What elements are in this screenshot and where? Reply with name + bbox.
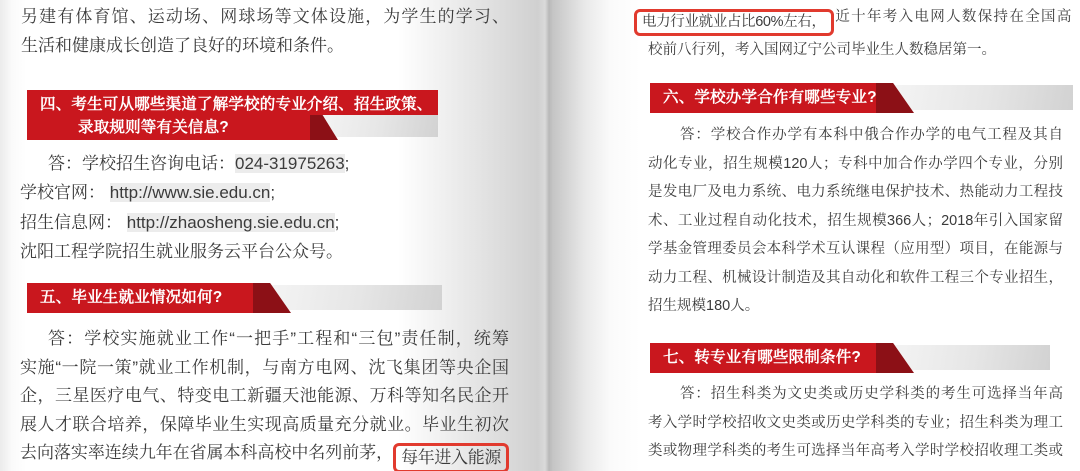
text-line-with-highlight (20, 439, 509, 471)
q5-continued-paragraph (634, 3, 1071, 65)
admissions-website-link[interactable]: http://zhaosheng.sie.edu.cn (126, 212, 335, 232)
question-banner-q4 (27, 90, 438, 140)
school-website-link[interactable]: http://www.sie.edu.cn (109, 183, 271, 203)
highlight-box-energy: 每年进入能源 (393, 443, 509, 471)
contact-line-website (20, 178, 500, 207)
question-title-q4-line2: 录取规则等有关信息? (78, 119, 229, 136)
text-line: 类或物理学科类的考生可选择当年高考入学时学校招收理工类或 (648, 443, 1063, 459)
q7-answer (648, 380, 1063, 466)
q4-answer (20, 149, 500, 266)
text-line: 校前八行列，考入国网辽宁公司毕业生人数稳居第一。 (648, 41, 996, 58)
contact-label: 沈阳工程学院招生就业服务云平台公众号。 (20, 241, 343, 261)
punctuation: ; (270, 183, 276, 203)
contact-line-wechat (20, 237, 500, 266)
text-line: 展人才联合培养，保障毕业生实现高质量充分就业。毕业生初次 (20, 414, 509, 434)
text-line: 生活和健康成长创造了良好的环境和条件。 (21, 35, 344, 55)
text-line: 考入学时学校招收文史类或历史学科类的专业；招生科类为理工 (648, 414, 1063, 431)
question-banner-q7 (650, 343, 1050, 373)
text-line: 企，三星医疗电气、特变电工新疆天池能源、万科等知名民企开 (20, 386, 509, 405)
text-line: 招生规模180人。 (648, 298, 760, 314)
text-line-with-highlight (634, 3, 1071, 36)
text-line: 答：学校合作办学有本科中俄合作办学的电气工程及其自 (680, 127, 1063, 143)
question-banner-q6 (650, 83, 1073, 113)
contact-line-phone (20, 149, 500, 178)
text-line: 术、工业过程自动化技术，招生规模366人；2018年引入国家留 (648, 212, 1063, 229)
text-line: 动力工程、机械设计制造及其自动化和软件工程三个专业招生， (648, 269, 1063, 286)
phone-number: 024-31975263 (235, 154, 345, 173)
punctuation: ; (344, 154, 350, 173)
contact-line-admissions-site (20, 208, 500, 237)
highlight-box-power-industry: 电力行业就业占比60%左右， (634, 9, 834, 36)
question-title-q4-line1: 四、考生可从哪些渠道了解学校的专业介绍、招生政策、 (40, 96, 433, 113)
question-title-q7: 七、转专业有哪些限制条件? (663, 349, 862, 366)
contact-label: 招生信息网： (20, 212, 127, 232)
question-banner-q5 (27, 283, 442, 313)
q5-answer (20, 325, 509, 471)
text-line: 另建有体育馆、运动场、网球场等文体设施，为学生的学习、 (21, 7, 509, 26)
text-line: 动化专业，招生规模120人；专科中加合作办学四个专业，分别 (648, 155, 1063, 172)
punctuation: ; (334, 212, 340, 232)
text-line: 是发电厂及电力系统、电力系统继电保护技术、热能动力工程技 (648, 184, 1063, 200)
text-line: 答：招生科类为文史类或历史学科类的考生可选择当年高 (680, 386, 1063, 402)
question-title-q5: 五、毕业生就业情况如何? (40, 289, 223, 306)
intro-paragraph (21, 3, 509, 60)
q6-answer (648, 121, 1063, 321)
question-title-q6: 六、学校办学合作有哪些专业? (663, 89, 877, 106)
contact-label: 答：学校招生咨询电话： (48, 154, 235, 173)
text-segment: 去向落实率连续九年在省属本科高校中名列前茅， (20, 443, 394, 462)
text-segment: 近十年考入电网人数保持在全国高 (833, 9, 1071, 25)
text-line: 答：学校实施就业工作“一把手”工程和“三包”责任制，统筹 (48, 329, 509, 348)
contact-label: 学校官网： (20, 183, 110, 203)
text-line: 学基金管理委员会本科学术互认课程（应用型）项目，在能源与 (648, 241, 1063, 257)
text-line: 实施“一院一策”就业工作机制，与南方电网、沈飞集团等央企国 (20, 357, 509, 377)
